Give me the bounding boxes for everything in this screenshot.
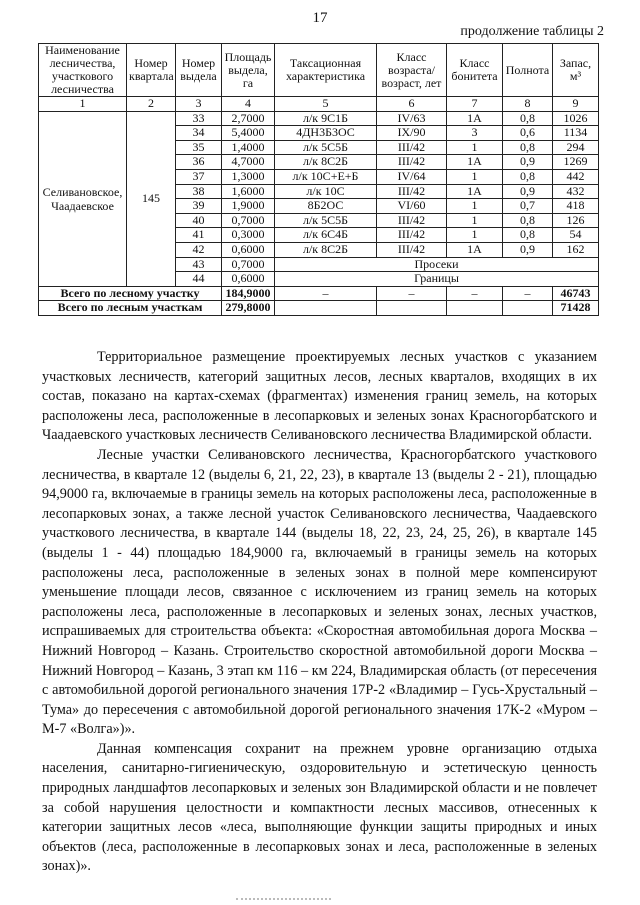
total-zapas-cell: 71428: [553, 301, 599, 316]
bonitet-cell: 1: [447, 199, 503, 214]
area-cell: 0,7000: [222, 213, 275, 228]
vydel-cell: 35: [176, 140, 222, 155]
area-cell: 0,6000: [222, 242, 275, 257]
column-number: 9: [553, 97, 599, 112]
paragraph: Лесные участки Селивановского лесничества, Красногорбатского участкового лесничества, в квартале 12 (выделы 6, 21, 22, 23), в квартале 13 (выделы 2 - 21), площадью 94,9000 га, включаемые в границы земель на которых расположены леса, расположенные в лесопарковых зонах, а также лесной участок Селивановского лесничества, Чаадаевского участкового лесничества, в квартале 144 (выделы 18, 22, 23, 24, 25, 26), в квартале 145 (выделы 1 - 44) площадью 184,9000 га, включаемый в границы земель на которых расположены леса, расположенные в зеленых зонах в полной мере компенсируют уменьшение площади лесов, связанное с исключением из границ земель на которых расположены леса, расположенные в лесопарковых и зеленых зонах, лесных участков, испрашиваемых для строительства объекта: «Скоростная автомобильная дорога Москва – Нижний Новгород – Казань. Строительство скоростной автомобильной дороги Москва – Нижний Новгород – Казань, 3 этап км 116 – км 224, Владимирская область (от пересечения с автомобильной дорогой регионального значения 17Р-2 «Владимир – Гусь-Хрустальный – Тума» до пересечения с автомобильной дорогой регионального значения 17К-2 «Муром – М-7 «Волга»)».: [42, 446, 597, 738]
zapas-cell: 1026: [553, 111, 599, 126]
body-text: [42, 348, 597, 877]
header-area: Площадь выдела, га: [222, 44, 275, 97]
total-area-cell: 279,8000: [222, 301, 275, 316]
taxation-cell: л/к 5С5Б: [275, 213, 377, 228]
table-total-row: [39, 301, 599, 316]
column-number: 1: [39, 97, 127, 112]
bonitet-cell: 1: [447, 140, 503, 155]
taxation-cell: л/к 10С+Е+Б: [275, 169, 377, 184]
polnota-cell: 0,8: [503, 213, 553, 228]
bonitet-cell: 1: [447, 169, 503, 184]
table-header-row: [39, 44, 599, 97]
header-vydel: Номер выдела: [176, 44, 222, 97]
total-dash-cell: [275, 301, 377, 316]
vydel-cell: 36: [176, 155, 222, 170]
land-type-cell: Просеки: [275, 257, 599, 272]
age-class-cell: III/42: [377, 228, 447, 243]
total-dash-cell: –: [503, 286, 553, 301]
taxation-cell: л/к 6С4Б: [275, 228, 377, 243]
bonitet-cell: 1А: [447, 184, 503, 199]
vydel-cell: 44: [176, 272, 222, 287]
taxation-cell: л/к 5С5Б: [275, 140, 377, 155]
age-class-cell: IX/90: [377, 126, 447, 141]
age-class-cell: III/42: [377, 140, 447, 155]
header-bonitet: Класс бонитета: [447, 44, 503, 97]
age-class-cell: VI/60: [377, 199, 447, 214]
vydel-cell: 34: [176, 126, 222, 141]
page-number: 17: [312, 10, 328, 26]
zapas-cell: 418: [553, 199, 599, 214]
area-cell: 0,3000: [222, 228, 275, 243]
age-class-cell: III/42: [377, 213, 447, 228]
bonitet-cell: 1: [447, 228, 503, 243]
area-cell: 0,6000: [222, 272, 275, 287]
column-number: 3: [176, 97, 222, 112]
header-zapas: Запас, м³: [553, 44, 599, 97]
polnota-cell: 0,9: [503, 184, 553, 199]
scan-artifact: [236, 893, 331, 900]
age-class-cell: III/42: [377, 155, 447, 170]
paragraph: Данная компенсация сохранит на прежнем уровне организацию отдыха населения, санитарно-гигиеническую, оздоровительную и эстетическую ценность природных ландшафтов лесопарковых и зеленых зон Владимирской области и не повлечет за собой нарушения целостности и компактности лесных массивов, отнесенных к категории защитных лесов «леса, выполняющие функции защиты природных и иных объектов (леса, расположенные в лесопарковых зонах и леса, расположенные в зеленых зонах)».: [42, 740, 597, 875]
vydel-cell: 38: [176, 184, 222, 199]
total-label-cell: Всего по лесным участкам: [39, 301, 222, 316]
table-continuation-label: продолжение таблицы 2: [460, 24, 604, 39]
column-number: 7: [447, 97, 503, 112]
bonitet-cell: 1А: [447, 155, 503, 170]
header-quarter: Номер квартала: [127, 44, 176, 97]
polnota-cell: 0,8: [503, 228, 553, 243]
column-number-row: [39, 97, 599, 112]
bonitet-cell: 3: [447, 126, 503, 141]
column-number: 8: [503, 97, 553, 112]
taxation-cell: 8Б2ОС: [275, 199, 377, 214]
vydel-cell: 42: [176, 242, 222, 257]
total-dash-cell: [447, 301, 503, 316]
header-forestry: Наименование лесничества, участкового лесничества: [39, 44, 127, 97]
column-number: 2: [127, 97, 176, 112]
zapas-cell: 54: [553, 228, 599, 243]
quarter-number-cell: 145: [127, 111, 176, 286]
vydel-cell: 37: [176, 169, 222, 184]
polnota-cell: 0,9: [503, 242, 553, 257]
taxation-cell: 4ДН3Б3ОС: [275, 126, 377, 141]
age-class-cell: IV/63: [377, 111, 447, 126]
paragraph: Территориальное размещение проектируемых лесных участков с указанием участковых лесничеств, категорий защитных лесов, лесных кварталов, входящих в их состав, показано на картах-схемах (фрагментах) изменения границ земель, на которых расположены леса, расположенные в лесопарковых и зеленых зонах Красногорбатского и Чаадаевского участковых лесничеств Селивановского лесничества Владимирской области.: [42, 349, 597, 444]
polnota-cell: 0,8: [503, 111, 553, 126]
zapas-cell: 1269: [553, 155, 599, 170]
total-zapas-cell: 46743: [553, 286, 599, 301]
total-dash-cell: –: [377, 286, 447, 301]
zapas-cell: 432: [553, 184, 599, 199]
area-cell: 1,6000: [222, 184, 275, 199]
total-dash-cell: [377, 301, 447, 316]
total-label-cell: Всего по лесному участку: [39, 286, 222, 301]
table-row: [39, 111, 599, 126]
table-total-row: [39, 286, 599, 301]
zapas-cell: 162: [553, 242, 599, 257]
age-class-cell: III/42: [377, 242, 447, 257]
vydel-cell: 40: [176, 213, 222, 228]
header-taxation: Таксационная характеристика: [275, 44, 377, 97]
column-number: 4: [222, 97, 275, 112]
taxation-cell: л/к 9С1Б: [275, 111, 377, 126]
vydel-cell: 33: [176, 111, 222, 126]
area-cell: 2,7000: [222, 111, 275, 126]
area-cell: 1,4000: [222, 140, 275, 155]
age-class-cell: III/42: [377, 184, 447, 199]
polnota-cell: 0,7: [503, 199, 553, 214]
area-cell: 5,4000: [222, 126, 275, 141]
total-area-cell: 184,9000: [222, 286, 275, 301]
polnota-cell: 0,6: [503, 126, 553, 141]
total-dash-cell: [503, 301, 553, 316]
vydel-cell: 43: [176, 257, 222, 272]
taxation-cell: л/к 8С2Б: [275, 155, 377, 170]
total-dash-cell: –: [447, 286, 503, 301]
bonitet-cell: 1А: [447, 242, 503, 257]
vydel-cell: 41: [176, 228, 222, 243]
area-cell: 4,7000: [222, 155, 275, 170]
zapas-cell: 294: [553, 140, 599, 155]
column-number: 6: [377, 97, 447, 112]
bonitet-cell: 1: [447, 213, 503, 228]
header-age-class: Класс возраста/ возраст, лет: [377, 44, 447, 97]
bonitet-cell: 1А: [447, 111, 503, 126]
polnota-cell: 0,8: [503, 169, 553, 184]
age-class-cell: IV/64: [377, 169, 447, 184]
column-number: 5: [275, 97, 377, 112]
polnota-cell: 0,8: [503, 140, 553, 155]
forest-plots-table: [38, 43, 599, 316]
land-type-cell: Границы: [275, 272, 599, 287]
area-cell: 1,3000: [222, 169, 275, 184]
taxation-cell: л/к 8С2Б: [275, 242, 377, 257]
total-dash-cell: –: [275, 286, 377, 301]
area-cell: 1,9000: [222, 199, 275, 214]
area-cell: 0,7000: [222, 257, 275, 272]
polnota-cell: 0,9: [503, 155, 553, 170]
zapas-cell: 126: [553, 213, 599, 228]
zapas-cell: 442: [553, 169, 599, 184]
zapas-cell: 1134: [553, 126, 599, 141]
taxation-cell: л/к 10С: [275, 184, 377, 199]
header-polnota: Полнота: [503, 44, 553, 97]
forestry-name-cell: Селивановское, Чаадаевское: [39, 111, 127, 286]
vydel-cell: 39: [176, 199, 222, 214]
